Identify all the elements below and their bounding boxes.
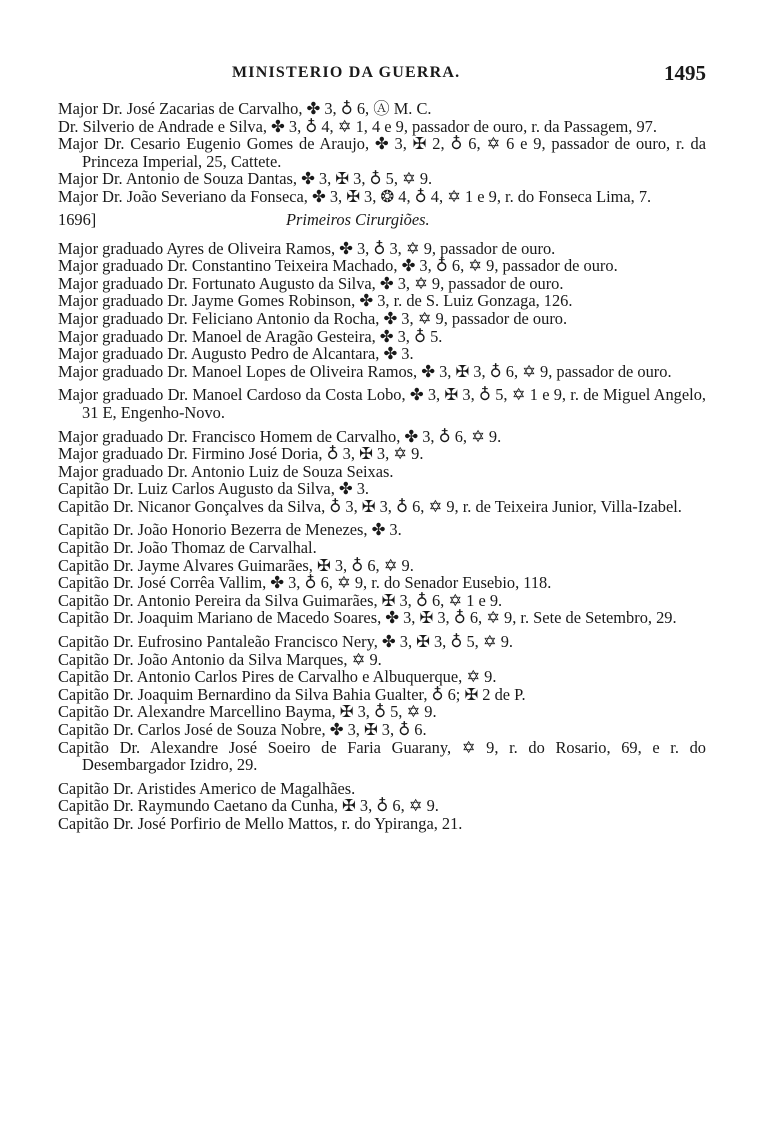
list-entry: Capitão Dr. Antonio Carlos Pires de Carvalho e Albuquerque, ✡ 9. bbox=[58, 667, 497, 687]
list-entry: Major graduado Dr. Manoel Lopes de Oliveira Ramos, ✤ 3, ✠ 3, ♁ 6, ✡ 9, passador de ouro. bbox=[58, 361, 672, 381]
list-entry: Capitão Dr. João Honorio Bezerra de Menezes, ✤ 3. bbox=[58, 520, 402, 540]
list-entry: Capitão Dr. João Thomaz de Carvalhal. bbox=[58, 538, 317, 558]
list-entry: Capitão Dr. Antonio Pereira da Silva Guimarães, ✠ 3, ♁ 6, ✡ 1 e 9. bbox=[58, 590, 503, 610]
list-entry: Major graduado Dr. Francisco Homem de Carvalho, ✤ 3, ♁ 6, ✡ 9. bbox=[58, 426, 502, 446]
page-header bbox=[232, 61, 706, 86]
list-entry: Capitão Dr. José Corrêa Vallim, ✤ 3, ♁ 6, ✡ 9, r. do Senador Eusebio, 118. bbox=[58, 573, 552, 593]
list-entry: Capitão Dr. Eufrosino Pantaleão Francisco Nery, ✤ 3, ✠ 3, ♁ 5, ✡ 9. bbox=[58, 632, 513, 652]
list-entry: Capitão Dr. Aristides Americo de Magalhães. bbox=[58, 778, 356, 798]
body-text bbox=[58, 100, 706, 833]
running-title: MINISTERIO DA GUERRA. bbox=[232, 64, 461, 81]
list-entry: Major graduado Ayres de Oliveira Ramos, ✤ 3, ♁ 3, ✡ 9, passador de ouro. bbox=[58, 238, 556, 258]
list-entry: Major graduado Dr. Augusto Pedro de Alcantara, ✤ 3. bbox=[58, 344, 414, 364]
list-entry: Capitão Dr. Carlos José de Souza Nobre, ✤ 3, ✠ 3, ♁ 6. bbox=[58, 720, 427, 739]
section-header bbox=[58, 211, 706, 233]
list-entry: Major graduado Dr. Firmino José Doria, ♁ 3, ✠ 3, ✡ 9. bbox=[58, 444, 424, 464]
list-entry: Capitão Dr. Nicanor Gonçalves da Silva, ♁ 3, ✠ 3, ♁ 6, ✡ 9, r. de Teixeira Junior, Villa-Izabel. bbox=[58, 496, 682, 516]
list-entry: Major graduado Dr. Manoel Cardoso da Costa Lobo, ✤ 3, ✠ 3, ♁ 5, ✡ 1 e 9, r. de Miguel Angelo, 31 E, Engenho-Novo. bbox=[58, 385, 706, 422]
list-entry: Major graduado Dr. Antonio Luiz de Souza Seixas. bbox=[58, 461, 394, 481]
list-entry: Major Dr. Antonio de Souza Dantas, ✤ 3, ✠ 3, ♁ 5, ✡ 9. bbox=[58, 169, 433, 189]
list-entry: Capitão Dr. Luiz Carlos Augusto da Silva, ✤ 3. bbox=[58, 479, 370, 499]
list-entry: Capitão Dr. Joaquim Mariano de Macedo Soares, ✤ 3, ✠ 3, ♁ 6, ✡ 9, r. Sete de Setembro, 29. bbox=[58, 608, 677, 628]
list-entry: Capitão Dr. Alexandre José Soeiro de Faria Guarany, ✡ 9, r. do Rosario, 69, e r. do Desembargador Izidro, 29. bbox=[58, 737, 706, 775]
list-entry: Major graduado Dr. Manoel de Aragão Gesteira, ✤ 3, ♁ 5. bbox=[58, 326, 443, 346]
list-entry: Major graduado Dr. Jayme Gomes Robinson, ✤ 3, r. de S. Luiz Gonzaga, 126. bbox=[58, 291, 573, 311]
list-entry: Major Dr. José Zacarias de Carvalho, ✤ 3, ♁ 6, Ⓐ M. C. bbox=[58, 99, 432, 118]
section-heading: Primeiros Cirurgiões. bbox=[286, 209, 430, 229]
list-entry: Capitão Dr. José Porfirio de Mello Mattos, r. do Ypiranga, 21. bbox=[58, 813, 463, 833]
section-number: 1696] bbox=[58, 209, 97, 229]
list-entry: Major graduado Dr. Constantino Teixeira Machado, ✤ 3, ♁ 6, ✡ 9, passador de ouro. bbox=[58, 256, 618, 276]
list-entry: Capitão Dr. Joaquim Bernardino da Silva Bahia Gualter, ♁ 6; ✠ 2 de P. bbox=[58, 684, 526, 704]
list-entry: Capitão Dr. João Antonio da Silva Marques, ✡ 9. bbox=[58, 649, 382, 669]
page-number: 1495 bbox=[664, 61, 706, 85]
list-entry: Dr. Silverio de Andrade e Silva, ✤ 3, ♁ 4, ✡ 1, 4 e 9, passador de ouro, r. da Passagem, 97. bbox=[58, 116, 657, 136]
list-entry: Major graduado Dr. Feliciano Antonio da Rocha, ✤ 3, ✡ 9, passador de ouro. bbox=[58, 308, 568, 328]
list-entry: Capitão Dr. Raymundo Caetano da Cunha, ✠ 3, ♁ 6, ✡ 9. bbox=[58, 796, 439, 816]
list-entry: Major graduado Dr. Fortunato Augusto da Silva, ✤ 3, ✡ 9, passador de ouro. bbox=[58, 273, 564, 293]
list-entry: Major Dr. João Severiano da Fonseca, ✤ 3, ✠ 3, ❂ 4, ♁ 4, ✡ 1 e 9, r. do Fonseca Lima, 7. bbox=[58, 186, 652, 206]
list-entry: Major Dr. Cesario Eugenio Gomes de Araujo, ✤ 3, ✠ 2, ♁ 6, ✡ 6 e 9, passador de ouro, r. da Princeza Imperial, 25, Cattete. bbox=[58, 134, 706, 171]
list-entry: Capitão Dr. Alexandre Marcellino Bayma, ✠ 3, ♁ 5, ✡ 9. bbox=[58, 702, 437, 722]
list-entry: Capitão Dr. Jayme Alvares Guimarães, ✠ 3, ♁ 6, ✡ 9. bbox=[58, 555, 414, 575]
